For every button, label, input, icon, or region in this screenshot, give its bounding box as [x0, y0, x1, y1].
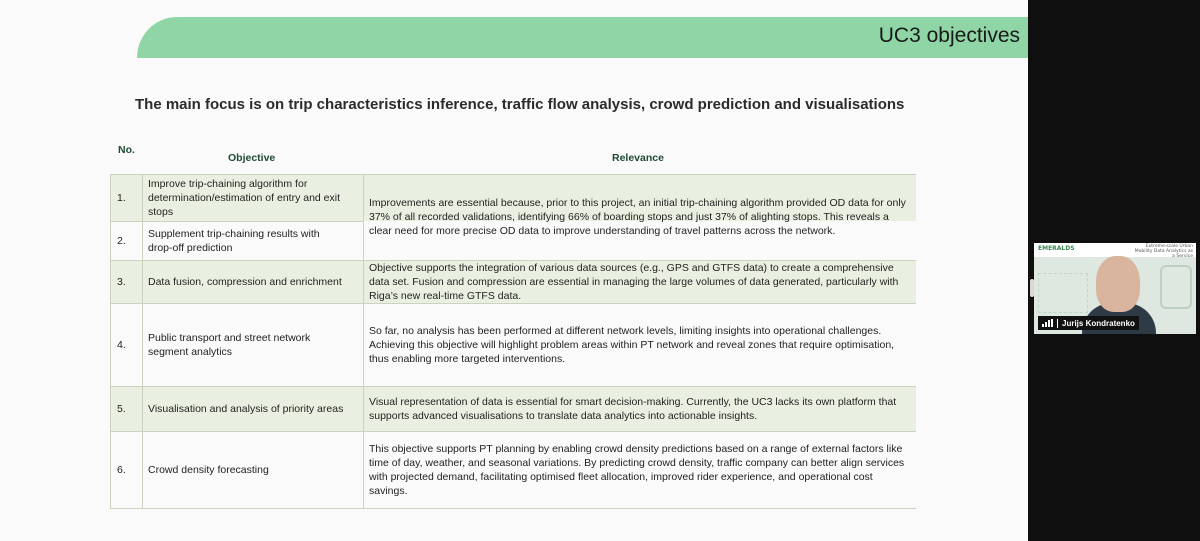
row-1-2-relevance: Improvements are essential because, prior to this project, an initial trip-chaining algorithm provided OD data for only 37% of all recorded validations, identifying 66% of boarding stops and just 37% of alighting stops. This reveals a clear need for more precise OD data to improve understanding of travel patterns across the network. [369, 196, 906, 237]
table-border [110, 508, 916, 509]
row-3-relevance: Objective supports the integration of various data sources (e.g., GPS and GTFS data) to create a comprehensive data set. Fusion and compression are essential in managing the large volumes of data generated, particularly with Riga’s new real-time GTFS data. [369, 261, 899, 302]
table-border [142, 174, 143, 508]
row-3-objective: Data fusion, compression and enrichment [148, 275, 342, 288]
video-slide-caption: Extreme-scale Urban Mobility Data Analytics as a Service [1134, 244, 1193, 259]
train-illustration [1160, 265, 1192, 309]
header-objective: Objective [228, 152, 276, 164]
row-1-objective: Improve trip-chaining algorithm for determination/estimation of entry and exit stops [148, 177, 341, 218]
row-5-objective: Visualisation and analysis of priority areas [148, 402, 344, 415]
row-2-objective: Supplement trip-chaining results with drop-off prediction [148, 227, 320, 254]
audio-level-icon [1042, 319, 1053, 327]
background-illustration [1038, 273, 1088, 313]
table-border [363, 174, 364, 508]
row-5-number: 5. [117, 402, 126, 415]
row-4-relevance: So far, no analysis has been performed at different network levels, limiting insights into operational challenges. Achieving this objective will highlight problem areas within PT network and reveal zones that require optimisation, thus enabling more targeted interventions. [369, 324, 895, 365]
slide-title: UC3 objectives [878, 24, 1020, 47]
row-4-objective: Public transport and street network segment analytics [148, 331, 311, 358]
header-relevance: Relevance [612, 152, 664, 164]
participant-name-tag [1038, 316, 1139, 330]
row-5-relevance: Visual representation of data is essential for smart decision-making. Currently, the UC3 lacks its own platform that supports advanced visualisations to translate data analytics into actionable insights. [369, 395, 897, 422]
title-banner [137, 17, 1028, 58]
emeralds-logo: EMERALDS [1038, 245, 1075, 252]
row-4-number: 4. [117, 338, 126, 351]
participant-video-tile[interactable] [1034, 243, 1196, 334]
header-no: No. [118, 144, 135, 156]
row-3-number: 3. [117, 275, 126, 288]
row-6-number: 6. [117, 463, 126, 476]
row-2-number: 2. [117, 234, 126, 247]
row-1-number: 1. [117, 191, 126, 204]
row-6-relevance: This objective supports PT planning by enabling crowd density predictions based on a range of external factors like time of day, weather, and seasonal variations. By predicting crowd density, traffic company can better align services with projected demand, facilitating optimised fleet allocation, improved rider experience, and operational cost savings. [369, 442, 905, 497]
video-slide-header [1034, 243, 1196, 257]
row-6-objective: Crowd density forecasting [148, 463, 269, 476]
participant-name: Jurijs Kondratenko [1062, 318, 1135, 328]
participant-head [1096, 256, 1140, 312]
slide-subtitle: The main focus is on trip characteristics inference, traffic flow analysis, crowd prediction and visualisations [135, 96, 905, 113]
divider [1057, 319, 1058, 328]
